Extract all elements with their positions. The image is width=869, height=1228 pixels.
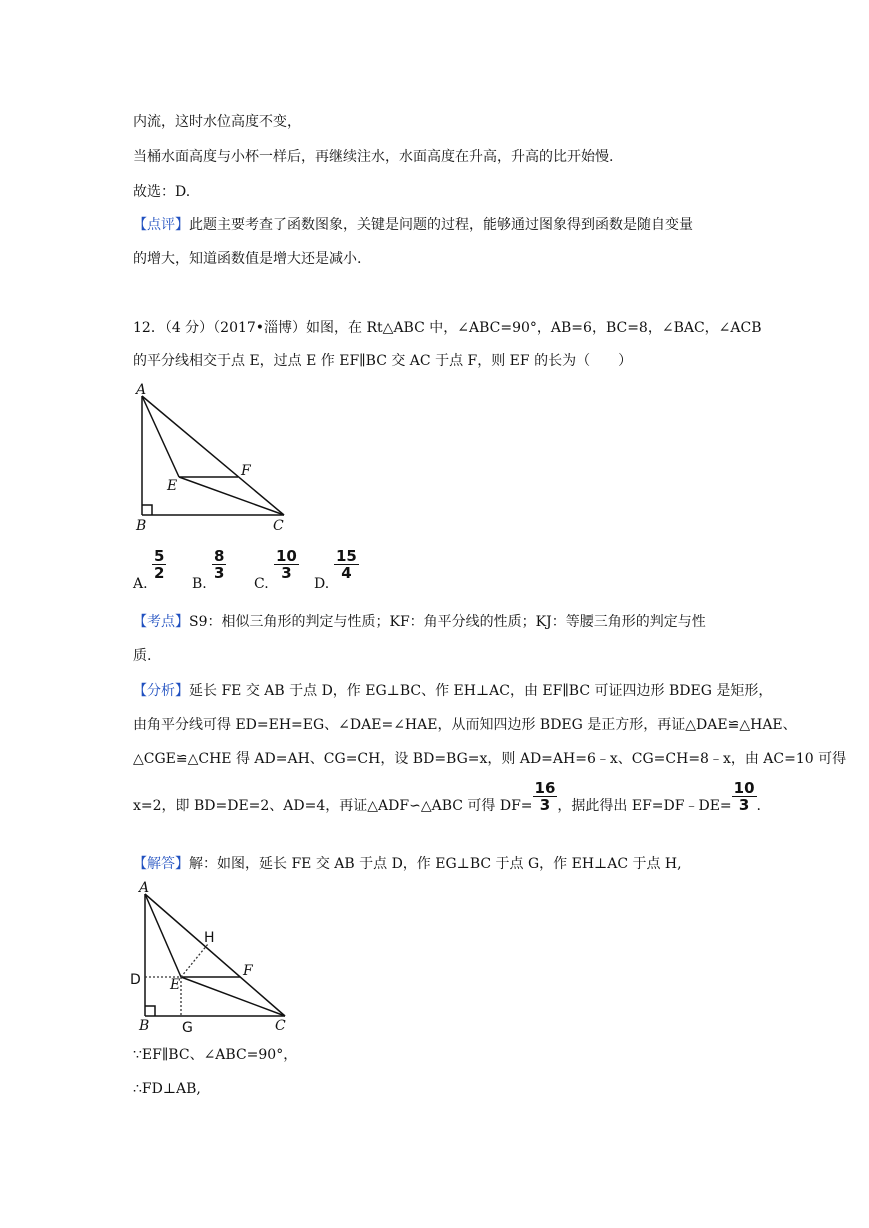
label-A: A <box>139 880 150 896</box>
question-line: 的平分线相交于点 E，过点 E 作 EF∥BC 交 AC 于点 F，则 EF 的长为（ ） <box>133 353 633 369</box>
solution-tag: 【解答】 <box>133 856 189 872</box>
option-label: B. <box>192 576 207 592</box>
label-A: A <box>136 382 147 398</box>
label-B: B <box>136 518 147 534</box>
analysis-text: . <box>756 798 761 814</box>
analysis-text: x=2，即 BD=DE=2、AD=4，再证△ADF∽△ABC 可得 DF= <box>133 798 533 814</box>
knowledge-text: S9：相似三角形的判定与性质；KF：角平分线的性质；KJ：等腰三角形的判定与性 <box>189 614 706 630</box>
label-F: F <box>241 463 251 479</box>
analysis-tag: 【分析】 <box>133 683 189 699</box>
solution-line <box>133 854 682 874</box>
option-label: C. <box>254 576 269 592</box>
label-E: E <box>170 977 181 993</box>
label-F: F <box>243 963 253 979</box>
label-E: E <box>167 478 178 494</box>
text-line: 由角平分线可得 ED=EH=EG、∠DAE=∠HAE，从而知四边形 BDEG 是正方形，再证△DAE≌△HAE、 <box>133 717 797 733</box>
fraction-ef: $\frac{10}{3}$ <box>733 778 755 814</box>
text-line: ∵EF∥BC、∠ABC=90°， <box>133 1047 298 1063</box>
option-fraction: $\frac{10}{3}$ <box>276 547 297 582</box>
triangle-figure-2 <box>125 876 300 1038</box>
text-line: ∴FD⊥AB, <box>133 1081 201 1097</box>
text-line: 故选：D. <box>133 184 191 200</box>
label-D: D <box>130 972 141 988</box>
option-label: A. <box>133 576 148 592</box>
fraction-df: $\frac{16}{3}$ <box>534 778 556 814</box>
option-fraction: $\frac{5}{2}$ <box>154 547 165 582</box>
analysis-text: ，据此得出 EF=DF﹣DE= <box>557 798 732 814</box>
text-line <box>133 778 761 824</box>
text-line: 的增大，知道函数值是增大还是减小. <box>133 251 362 267</box>
comment-line <box>133 215 693 235</box>
comment-text: 此题主要考查了函数图象，关键是问题的过程，能够通过图象得到函数是随自变量 <box>189 217 693 233</box>
triangle-figure-1 <box>130 378 300 538</box>
text-line: △CGE≌△CHE 得 AD=AH、CG=CH，设 BD=BG=x，则 AD=AH=6﹣x、CG=CH=8﹣x，由 AC=10 可得 <box>133 751 847 767</box>
analysis-line <box>133 681 772 701</box>
solution-text: 解：如图，延长 FE 交 AB 于点 D，作 EG⊥BC 于点 G，作 EH⊥AC 于点 H, <box>189 856 682 872</box>
comment-tag: 【点评】 <box>133 217 189 233</box>
option-fraction: $\frac{15}{4}$ <box>336 547 357 582</box>
label-H: H <box>204 930 215 946</box>
label-G: G <box>182 1020 193 1036</box>
analysis-text: 延长 FE 交 AB 于点 D，作 EG⊥BC、作 EH⊥AC，由 EF∥BC 可证四边形 BDEG 是矩形， <box>189 683 773 699</box>
label-C: C <box>275 1018 286 1034</box>
text-line: 质. <box>133 648 152 664</box>
text-line: 内流，这时水位高度不变， <box>133 114 301 130</box>
label-B: B <box>139 1018 150 1034</box>
text-line: 当桶水面高度与小杯一样后，再继续注水，水面高度在升高，升高的比开始慢. <box>133 149 614 165</box>
knowledge-line <box>133 612 706 632</box>
knowledge-tag: 【考点】 <box>133 614 189 630</box>
option-label: D. <box>314 576 330 592</box>
option-fraction: $\frac{8}{3}$ <box>214 547 225 582</box>
label-C: C <box>273 518 284 534</box>
question-line: 12．（4 分）（2017•淄博）如图，在 Rt△ABC 中，∠ABC=90°，AB=6，BC=8，∠BAC，∠ACB <box>133 320 762 336</box>
